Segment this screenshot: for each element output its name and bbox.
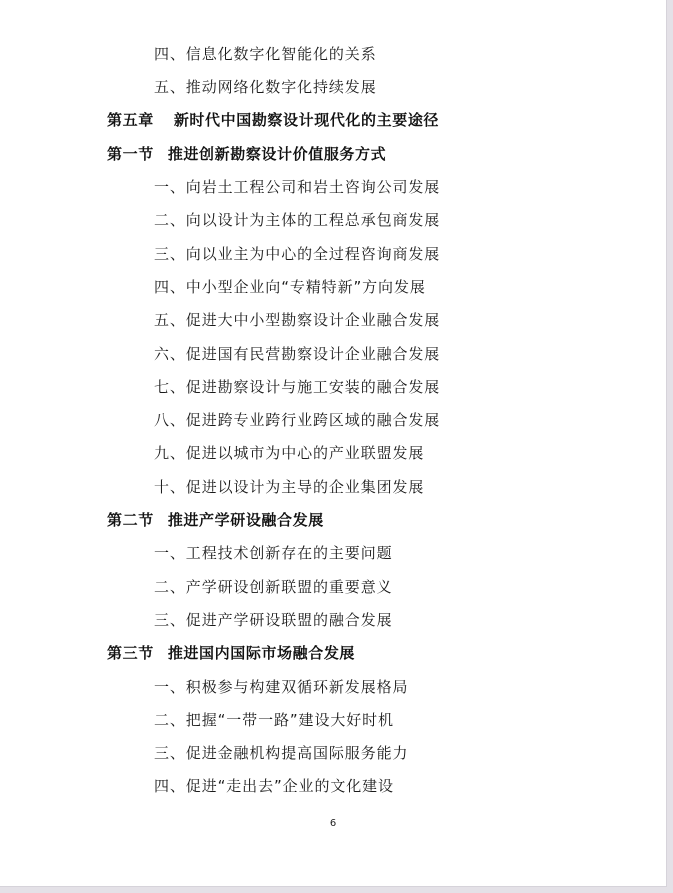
section-number: 第二节	[107, 511, 154, 529]
toc-entry: 四、促进“走出去”企业的文化建设	[154, 777, 394, 795]
section-title: 推进创新勘察设计价值服务方式	[167, 145, 387, 163]
toc-entry: 二、把握“一带一路”建设大好时机	[154, 711, 394, 729]
toc-entry: 八、促进跨专业跨行业跨区域的融合发展	[154, 411, 441, 429]
toc-entry: 一、向岩土工程公司和岩土咨询公司发展	[154, 178, 441, 196]
toc-entry: 三、促进产学研设联盟的融合发展	[154, 611, 393, 629]
toc-entry: 二、向以设计为主体的工程总承包商发展	[154, 211, 441, 229]
section-heading	[107, 144, 386, 164]
section-heading	[107, 643, 355, 663]
toc-entry: 七、促进勘察设计与施工安装的融合发展	[154, 378, 441, 396]
chapter-number: 第五章	[107, 111, 154, 129]
toc-entry: 五、推动网络化数字化持续发展	[154, 78, 377, 96]
toc-entry: 四、信息化数字化智能化的关系	[154, 45, 377, 63]
toc-entry: 一、积极参与构建双循环新发展格局	[154, 678, 409, 696]
chapter-heading	[107, 110, 439, 130]
toc-entry: 二、产学研设创新联盟的重要意义	[154, 578, 393, 596]
toc-entry: 三、向以业主为中心的全过程咨询商发展	[154, 245, 441, 263]
section-number: 第三节	[107, 644, 154, 662]
page-number: 6	[329, 818, 337, 829]
section-title: 推进国内国际市场融合发展	[167, 644, 356, 662]
toc-entry: 十、促进以设计为主导的企业集团发展	[154, 478, 425, 496]
toc-entry: 九、促进以城市为中心的产业联盟发展	[154, 444, 425, 462]
toc-entry: 三、促进金融机构提高国际服务能力	[154, 744, 409, 762]
toc-entry: 一、工程技术创新存在的主要问题	[154, 544, 393, 562]
toc-entry: 四、中小型企业向“专精特新”方向发展	[154, 278, 426, 296]
toc-entry: 五、促进大中小型勘察设计企业融合发展	[154, 311, 441, 329]
section-number: 第一节	[107, 145, 154, 163]
section-heading	[107, 510, 324, 530]
toc-entry: 六、促进国有民营勘察设计企业融合发展	[154, 345, 441, 363]
section-title: 推进产学研设融合发展	[167, 511, 324, 529]
chapter-title: 新时代中国勘察设计现代化的主要途径	[173, 111, 440, 129]
